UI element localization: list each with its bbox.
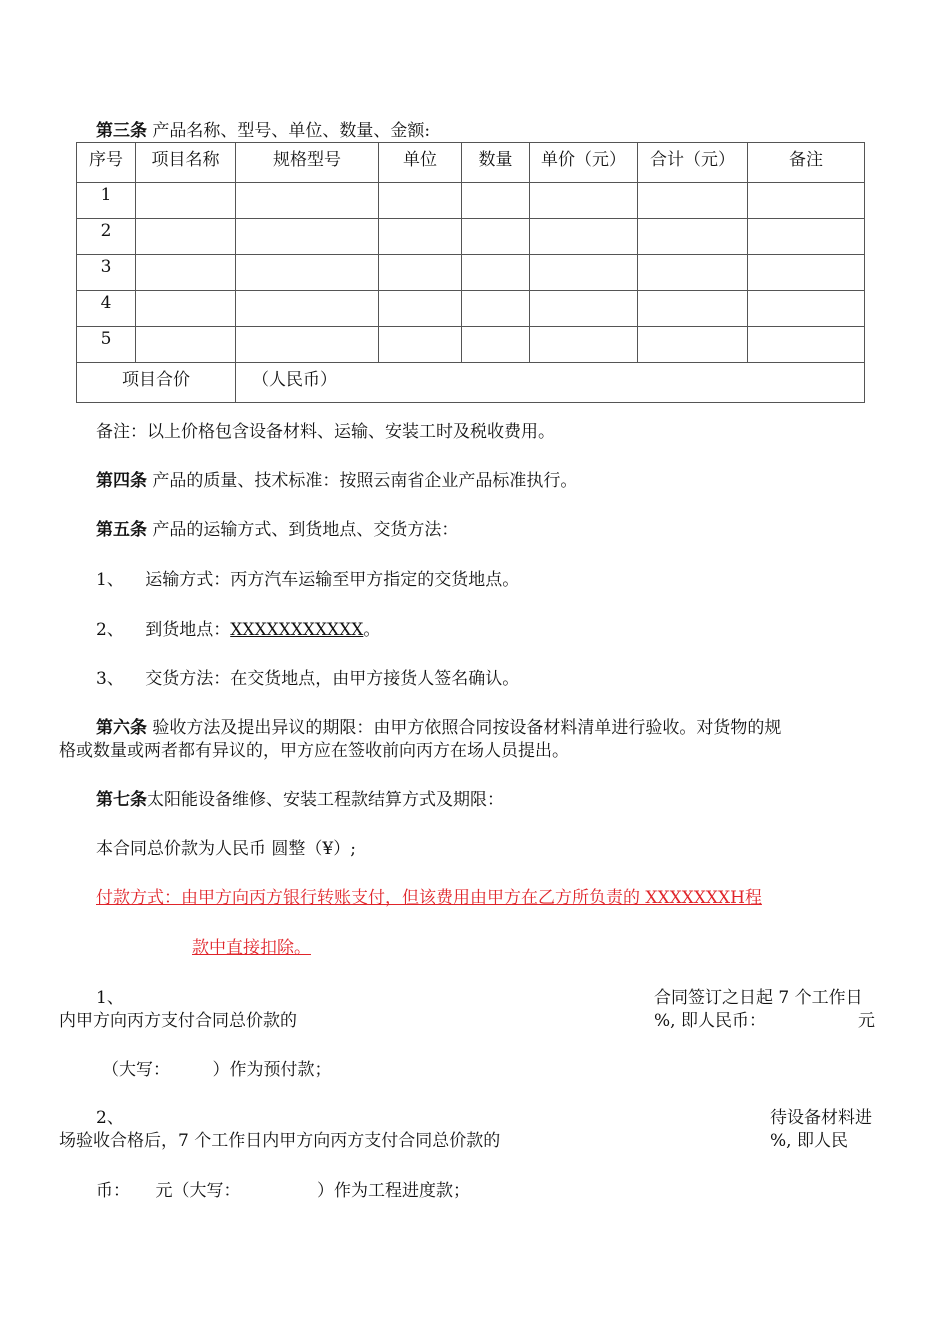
- table-cell: [530, 291, 638, 327]
- article-6-line2: 格或数量或两者都有异议的，甲方应在签收前向丙方在场人员提出。: [59, 741, 569, 761]
- table-cell: [530, 327, 638, 363]
- table-cell: [379, 327, 462, 363]
- pay1-line3: （大写： ）作为预付款；: [102, 1060, 332, 1080]
- table-cell: [748, 255, 865, 291]
- table-cell: [236, 291, 379, 327]
- table-cell: [748, 219, 865, 255]
- table-cell: [748, 327, 865, 363]
- article-5-text: 产品的运输方式、到货地点、交货方法：: [152, 520, 459, 540]
- table-row: [77, 183, 865, 219]
- delivery-item-3: [96, 668, 519, 690]
- row-index: 3: [77, 255, 136, 291]
- table-row: [77, 327, 865, 363]
- table-cell: [462, 219, 530, 255]
- price-note: 备注：以上价格包含设备材料、运输、安装工时及税收费用。: [96, 422, 555, 442]
- total-value: （人民币）: [236, 363, 865, 403]
- col-header-total: 合计（元）: [638, 143, 748, 183]
- table-cell: [136, 255, 236, 291]
- table-cell: [236, 219, 379, 255]
- pay2-line3: 币： 元（大写： ）作为工程进度款；: [96, 1181, 470, 1201]
- article-5: [96, 519, 458, 541]
- pay1-right-top: 合同签订之日起 7 个工作日: [654, 988, 863, 1008]
- table-cell: [638, 219, 748, 255]
- delivery-item-2: [96, 619, 380, 641]
- col-header-index: 序号: [77, 143, 136, 183]
- table-cell: [462, 255, 530, 291]
- table-cell: [530, 219, 638, 255]
- table-cell: [136, 219, 236, 255]
- product-table: [76, 142, 865, 403]
- table-header-row: [77, 143, 865, 183]
- article-3-label: 第三条: [96, 121, 147, 141]
- item-number: 1、: [96, 570, 124, 590]
- article-3-heading: [96, 120, 430, 142]
- pay1-left: 内甲方向丙方支付合同总价款的: [59, 1011, 297, 1031]
- article-3-text: 产品名称、型号、单位、数量、金额:: [152, 121, 431, 141]
- table-cell: [236, 183, 379, 219]
- delivery-location-value: XXXXXXXXXXX: [230, 620, 364, 640]
- table-cell: [379, 255, 462, 291]
- pay1-number: 1、: [96, 988, 124, 1008]
- item-suffix: 。: [363, 620, 381, 640]
- article-7-label: 第七条: [96, 790, 147, 810]
- item-text: 到货地点：: [145, 620, 231, 640]
- table-cell: [136, 327, 236, 363]
- pay1-unit: 元: [858, 1011, 875, 1031]
- article-7-text: 太阳能设备维修、安装工程款结算方式及期限：: [147, 790, 504, 810]
- table-total-row: [77, 363, 865, 403]
- table-row: [77, 219, 865, 255]
- table-row: [77, 255, 865, 291]
- table-cell: [379, 291, 462, 327]
- delivery-item-1: [96, 569, 519, 591]
- article-4: [96, 470, 577, 492]
- article-4-text: 产品的质量、技术标准：按照云南省企业产品标准执行。: [152, 471, 578, 491]
- article-6-line1: [96, 717, 781, 739]
- row-index: 4: [77, 291, 136, 327]
- table-cell: [462, 327, 530, 363]
- col-header-quantity: 数量: [462, 143, 530, 183]
- pay2-right-top: 待设备材料进: [770, 1108, 872, 1128]
- article-5-label: 第五条: [96, 520, 147, 540]
- pay2-percent: %, 即人民: [770, 1131, 848, 1151]
- total-price-line: 本合同总价款为人民币 圆整（¥）;: [96, 839, 356, 859]
- col-header-spec: 规格型号: [236, 143, 379, 183]
- pay1-percent: %, 即人民币：: [654, 1011, 766, 1031]
- table-cell: [748, 183, 865, 219]
- table-cell: [638, 291, 748, 327]
- table-cell: [638, 255, 748, 291]
- table-cell: [462, 291, 530, 327]
- col-header-remarks: 备注: [748, 143, 865, 183]
- col-header-unit-price: 单价（元）: [530, 143, 638, 183]
- article-4-label: 第四条: [96, 471, 147, 491]
- pay2-number: 2、: [96, 1108, 124, 1128]
- table-cell: [136, 291, 236, 327]
- table-cell: [530, 183, 638, 219]
- article-7: [96, 789, 504, 811]
- item-text: 运输方式：丙方汽车运输至甲方指定的交货地点。: [145, 570, 520, 590]
- item-text: 交货方法：在交货地点，由甲方接货人签名确认。: [145, 669, 520, 689]
- payment-method-line1: 付款方式：由甲方向丙方银行转账支付，但该费用由甲方在乙方所负责的 XXXXXXXH程: [96, 888, 762, 908]
- table-cell: [136, 183, 236, 219]
- table-cell: [748, 291, 865, 327]
- payment-method-line2: 款中直接扣除。: [192, 938, 311, 958]
- table-cell: [638, 183, 748, 219]
- row-index: 1: [77, 183, 136, 219]
- article-6-text: 验收方法及提出异议的期限：由甲方依照合同按设备材料清单进行验收。对货物的规: [152, 718, 782, 738]
- table-cell: [462, 183, 530, 219]
- table-cell: [379, 183, 462, 219]
- table-cell: [638, 327, 748, 363]
- table-row: [77, 291, 865, 327]
- table-cell: [236, 327, 379, 363]
- table-cell: [530, 255, 638, 291]
- pay2-left: 场验收合格后，7 个工作日内甲方向丙方支付合同总价款的: [59, 1131, 501, 1151]
- item-number: 2、: [96, 620, 124, 640]
- total-label: 项目合价: [77, 363, 236, 403]
- col-header-unit: 单位: [379, 143, 462, 183]
- col-header-item-name: 项目名称: [136, 143, 236, 183]
- table-cell: [236, 255, 379, 291]
- table-cell: [379, 219, 462, 255]
- row-index: 2: [77, 219, 136, 255]
- item-number: 3、: [96, 669, 124, 689]
- row-index: 5: [77, 327, 136, 363]
- article-6-label: 第六条: [96, 718, 147, 738]
